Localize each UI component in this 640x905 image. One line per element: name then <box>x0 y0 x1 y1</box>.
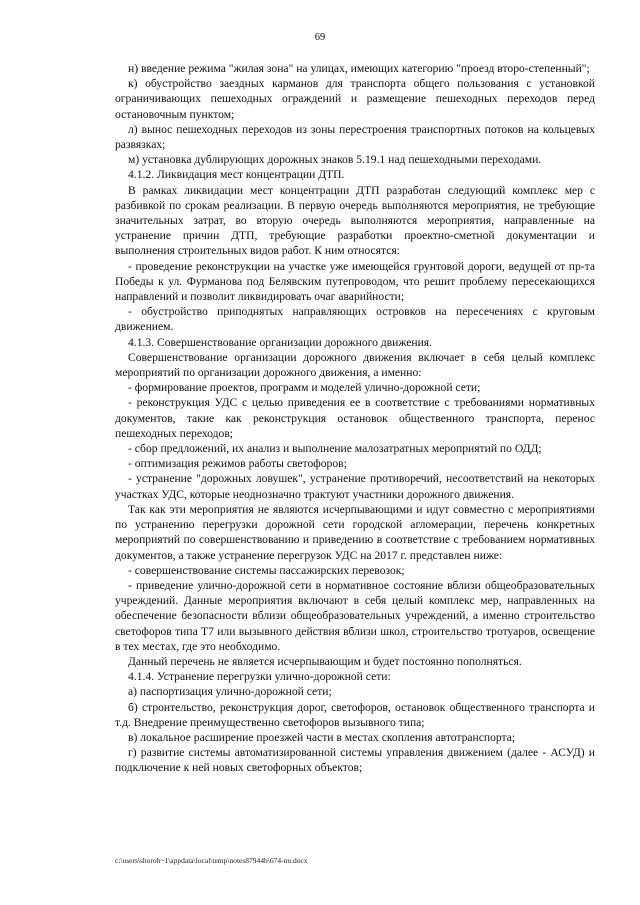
list-item: - формирование проектов, программ и моделей улично-дорожной сети; <box>128 381 481 395</box>
list-item: - сбор предложений, их анализ и выполнение малозатратных мероприятий по ОДД; <box>128 442 542 456</box>
list-item: - приведение улично-дорожной сети в нормативное состояние вблизи общеобразовательных учреждений. Данные мероприятия включают в себя целый комплекс мер, направленных на обеспечение безопасности вблизи общеобразовательных учреждений, а именно строительство светофоров типа Т7 или вызывного действия вблизи школ, строительство тротуаров, освещение в тех местах, где это необходимо. <box>115 578 595 653</box>
list-item: - проведение реконструкции на участке уже имеющейся грунтовой дороги, ведущей от пр-та Победы к ул. Фурманова под Белявским путепроводом, что решит проблему пересекающихся направлений и позволит ликвидировать очаг аварийности; <box>115 259 595 304</box>
list-item: - обустройство приподнятых направляющих островков на пересечениях с круговым движением. <box>115 305 595 334</box>
list-item: - совершенствование системы пассажирских перевозок; <box>128 563 405 577</box>
paragraph-item-n: н) введение режима "жилая зона" на улицах, имеющих категорию "проезд второ-степенный"; <box>128 62 590 75</box>
footer-file-path: c:\users\shoroh~1\appdata\local\temp\notes87944b\674-nn.docx <box>115 856 308 865</box>
list-item: - оптимизация режимов работы светофоров; <box>128 457 347 471</box>
paragraph-item-l: л) вынос пешеходных переходов из зоны перестроения транспортных потоков на кольцевых развязках; <box>115 122 595 152</box>
paragraph-measures-2017: Так как эти мероприятия не являются исчерпывающими и идут совместно с мероприятиями по устранению перегрузки дорожной сети городской агломерации, перечень конкретных мероприятий по совершенствованию и приведению в соответствие с требованием нормативных документов, а также устранение перегрузок УДС на 2017 г. представлен ниже: <box>115 502 595 562</box>
section-heading-4-1-2: 4.1.2. Ликвидация мест концентрации ДТП. <box>128 168 345 182</box>
document-body <box>115 61 595 776</box>
section-heading-4-1-4: 4.1.4. Устранение перегрузки улично-дорожной сети: <box>128 670 391 684</box>
section-heading-4-1-3: 4.1.3. Совершенствование организации дорожного движения. <box>128 335 433 349</box>
paragraph-item-m: м) установка дублирующих дорожных знаков 5.19.1 над пешеходными переходами. <box>128 153 542 167</box>
paragraph-item-b: б) строительство, реконструкция дорог, светофоров, остановок общественного транспорта и т.д. Внедрение преимущественно светофоров вызывного типа; <box>115 700 595 729</box>
paragraph-item-v: в) локальное расширение проезжей части в местах скопления автотранспорта; <box>128 730 516 744</box>
paragraph-not-exhaustive: Данный перечень не является исчерпывающим и будет постоянно пополняться. <box>128 654 522 668</box>
page-number: 69 <box>314 32 326 43</box>
paragraph-item-a: а) паспортизация улично-дорожной сети; <box>128 685 332 699</box>
list-item: - устранение "дорожных ловушек", устранение противоречий, несоответствий на некоторых участках УДС, которые неоднозначно трактуют участники дорожного движения. <box>115 472 595 501</box>
paragraph-dtp-intro: В рамках ликвидации мест концентрации ДТП разработан следующий комплекс мер с разбивкой по срокам реализации. В первую очередь выполняются мероприятия, не требующие значительных затрат, во вторую очередь выполняются мероприятия, направленные на устранение причин ДТП, требующие разработки проектно-сметной документации и выполнения строительных видов работ. К ним относятся: <box>115 183 595 258</box>
list-item: - реконструкция УДС с целью приведения ее в соответствие с требованиями нормативных документов, такие как реконструкция остановок общественного транспорта, перенос пешеходных переходов; <box>115 396 595 440</box>
paragraph-odd-intro: Совершенствование организации дорожного движения включает в себя целый комплекс мероприятий по организации дорожного движения, а именно: <box>115 350 595 380</box>
paragraph-item-k: к) обустройство заездных карманов для транспорта общего пользования с установкой ограничивающих пешеходных ограждений и размещение пешеходных переходов перед остановочным пунктом; <box>115 77 595 121</box>
paragraph-item-g: г) развитие системы автоматизированной системы управления движением (далее - АСУД) и подключение к ней новых светофорных объектов; <box>115 746 595 775</box>
